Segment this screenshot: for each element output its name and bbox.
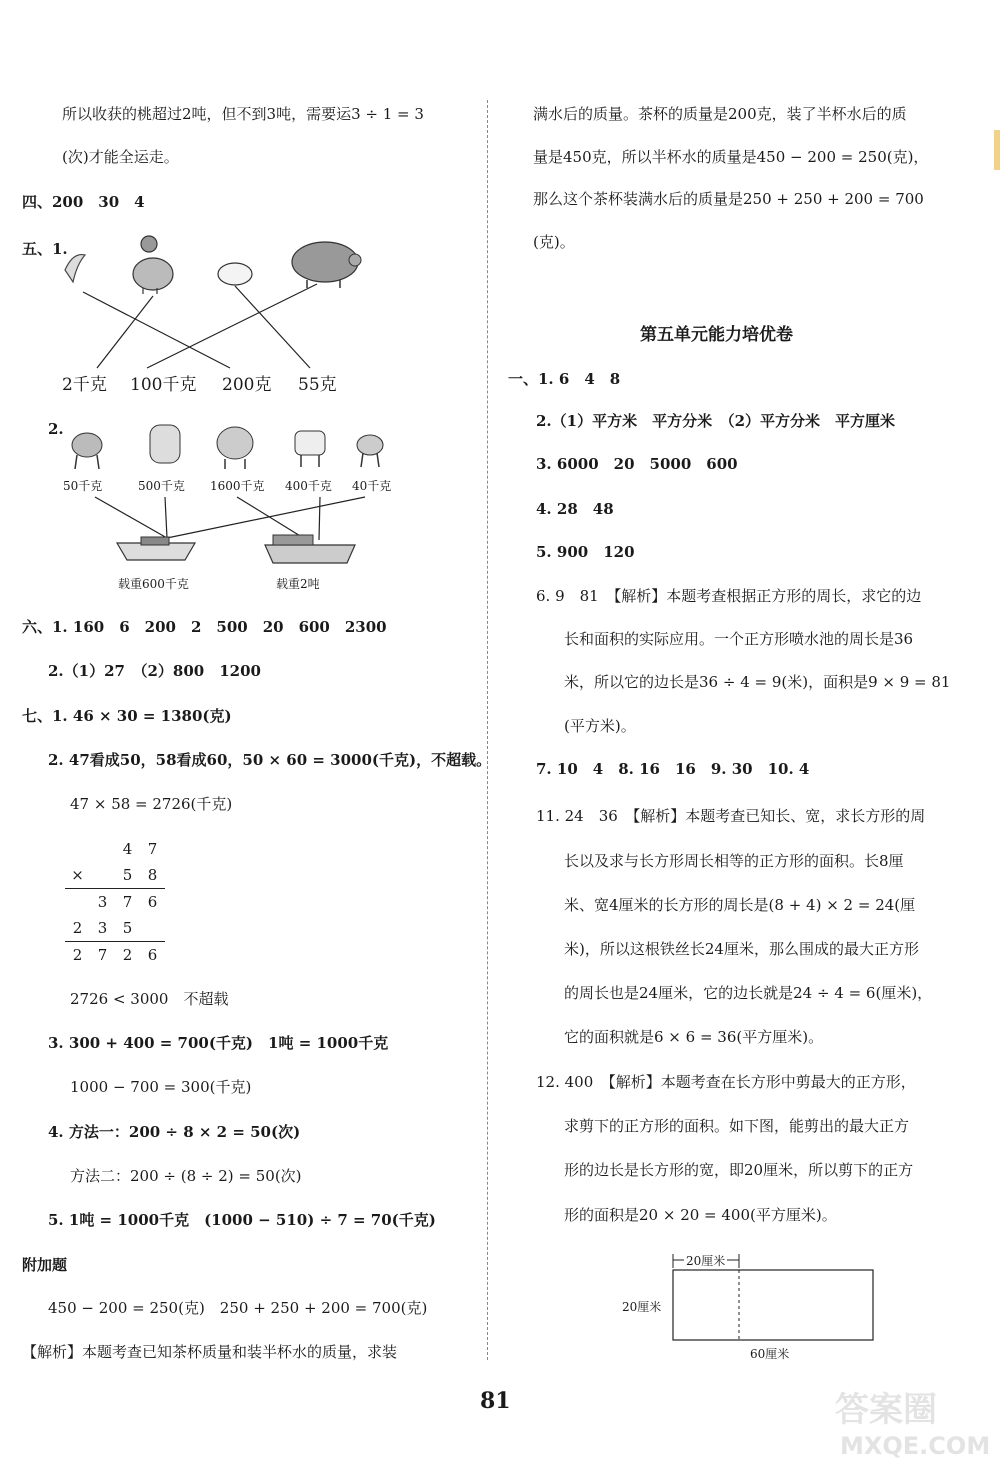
section-7-5: 5. 1吨 = 1000千克 (1000 − 510) ÷ 7 = 70(千克): [48, 1211, 436, 1229]
right-line-3: 那么这个茶杯装满水后的质量是250 + 250 + 200 = 700: [533, 190, 924, 208]
left-line-1: 所以收获的桃超过2吨，但不到3吨，需要运3 ÷ 1 = 3: [62, 105, 424, 123]
matching-2-figure: [55, 415, 405, 595]
chicken-icon: [133, 236, 173, 294]
section-5-label: 五、1.: [22, 240, 68, 258]
answer-6a: 6. 9 81 【解析】本题考查根据正方形的周长，求它的边: [536, 587, 922, 605]
extra-answer: 450 − 200 = 250(克) 250 + 250 + 200 = 700(克): [48, 1299, 428, 1317]
answer-1: 一、1. 6 4 8: [508, 370, 621, 388]
match-label-2: 100千克: [130, 375, 197, 395]
section-7-2-calc: 47 × 58 = 2726(千克): [70, 795, 233, 813]
egg-icon: [218, 263, 252, 285]
section-7-2-compare: 2726 < 3000 不超载: [70, 990, 229, 1008]
weight-label-4: 400千克: [285, 479, 332, 493]
answer-12d: 形的面积是20 × 20 = 400(平方厘米)。: [564, 1206, 837, 1224]
answer-5: 5. 900 120: [536, 543, 635, 561]
answer-11d: 米)，所以这根铁丝长24厘米，那么围成的最大正方形: [564, 940, 919, 958]
extra-analysis: 【解析】本题考查已知茶杯质量和装半杯水的质量，求装: [22, 1343, 398, 1361]
answer-4: 4. 28 48: [536, 500, 614, 518]
deer-icon: [357, 435, 383, 467]
question-2-number: 2.: [48, 420, 64, 438]
weight-label-3: 1600千克: [210, 479, 265, 493]
section-4-answer: 四、200 30 4: [22, 193, 145, 211]
multiplication-table: 4 7 × 5 8 3 7 6 2 3 5 2 7 2 6: [65, 836, 165, 968]
answer-12b: 求剪下的正方形的面积。如下图，能剪出的最大正方: [564, 1117, 910, 1135]
extra-title: 附加题: [22, 1256, 68, 1274]
section-7-1: 七、1. 46 × 30 = 1380(克): [22, 707, 232, 725]
match-label-1: 2千克: [62, 375, 107, 395]
column-divider: [487, 100, 488, 1360]
answer-12a: 12. 400 【解析】本题考查在长方形中剪最大的正方形，: [536, 1073, 916, 1091]
bear-icon: [150, 425, 180, 463]
section-7-4b: 方法二：200 ÷ (8 ÷ 2) = 50(次): [70, 1167, 302, 1185]
left-line-2: (次)才能全运走。: [62, 148, 179, 166]
figure-bottom-label: 60厘米: [750, 1347, 790, 1361]
answer-11c: 米、宽4厘米的长方形的周长是(8 + 4) × 2 = 24(厘: [564, 896, 916, 914]
side-tab: [994, 130, 1000, 170]
boat-label-2: 载重2吨: [276, 577, 320, 591]
section-7-3a: 3. 300 + 400 = 700(千克) 1吨 = 1000千克: [48, 1034, 389, 1052]
figure-left-label: 20厘米: [622, 1300, 662, 1314]
right-line-2: 量是450克，所以半杯水的质量是450 − 200 = 250(克)，: [533, 148, 929, 166]
answer-11f: 它的面积就是6 × 6 = 36(平方厘米)。: [564, 1028, 824, 1046]
small-boat-icon: [117, 537, 195, 560]
answer-11e: 的周长也是24厘米，它的边长就是24 ÷ 4 = 6(厘米)，: [564, 984, 933, 1002]
answer-6d: (平方米)。: [564, 717, 636, 735]
boat-label-1: 载重600千克: [118, 577, 189, 591]
answer-3: 3. 6000 20 5000 600: [536, 455, 738, 473]
weight-label-5: 40千克: [352, 479, 392, 493]
cow-icon: [295, 431, 325, 467]
weight-label-1: 50千克: [63, 479, 103, 493]
answer-11a: 11. 24 36 【解析】本题考查已知长、宽，求长方形的周: [536, 807, 926, 825]
answer-12c: 形的边长是长方形的宽，即20厘米，所以剪下的正方: [564, 1161, 914, 1179]
answer-6c: 米，所以它的边长是36 ÷ 4 = 9(米)，面积是9 × 9 = 81: [564, 673, 951, 691]
matching-1-figure: [55, 230, 385, 380]
answer-7-10: 7. 10 4 8. 16 16 9. 30 10. 4: [536, 760, 810, 778]
section-7-2: 2. 47看成50，58看成60，50 × 60 = 3000(千克)，不超载。: [48, 751, 492, 769]
answer-6b: 长和面积的实际应用。一个正方形喷水池的周长是36: [564, 630, 914, 648]
section-6-1: 六、1. 160 6 200 2 500 20 600 2300: [22, 618, 387, 636]
right-line-1: 满水后的质量。茶杯的质量是200克，装了半杯水后的质: [533, 105, 907, 123]
figure-top-label: 20厘米: [686, 1254, 726, 1268]
answer-2: 2.（1）平方米 平方分米 （2）平方分米 平方厘米: [536, 412, 896, 430]
large-ship-icon: [265, 535, 355, 563]
right-line-4: (克)。: [533, 233, 575, 251]
weight-label-2: 500千克: [138, 479, 185, 493]
section-7-4a: 4. 方法一：200 ÷ 8 × 2 = 50(次): [48, 1123, 301, 1141]
section-7-3b: 1000 − 700 = 300(千克): [70, 1078, 252, 1096]
goat-icon: [72, 433, 102, 469]
watermark-logo: 答案圈: [835, 1390, 937, 1430]
section-6-2: 2.（1）27 （2）800 1200: [48, 662, 261, 680]
match-label-3: 200克: [222, 375, 272, 395]
unit-title: 第五单元能力培优卷: [640, 325, 793, 345]
feather-icon: [65, 255, 85, 282]
page-number: 81: [480, 1388, 511, 1414]
answer-11b: 长以及求与长方形周长相等的正方形的面积。长8厘: [564, 852, 904, 870]
match-label-4: 55克: [298, 375, 337, 395]
watermark-url: MXQE.COM: [840, 1432, 991, 1460]
elephant-icon: [217, 427, 253, 469]
pig-icon: [292, 242, 361, 288]
